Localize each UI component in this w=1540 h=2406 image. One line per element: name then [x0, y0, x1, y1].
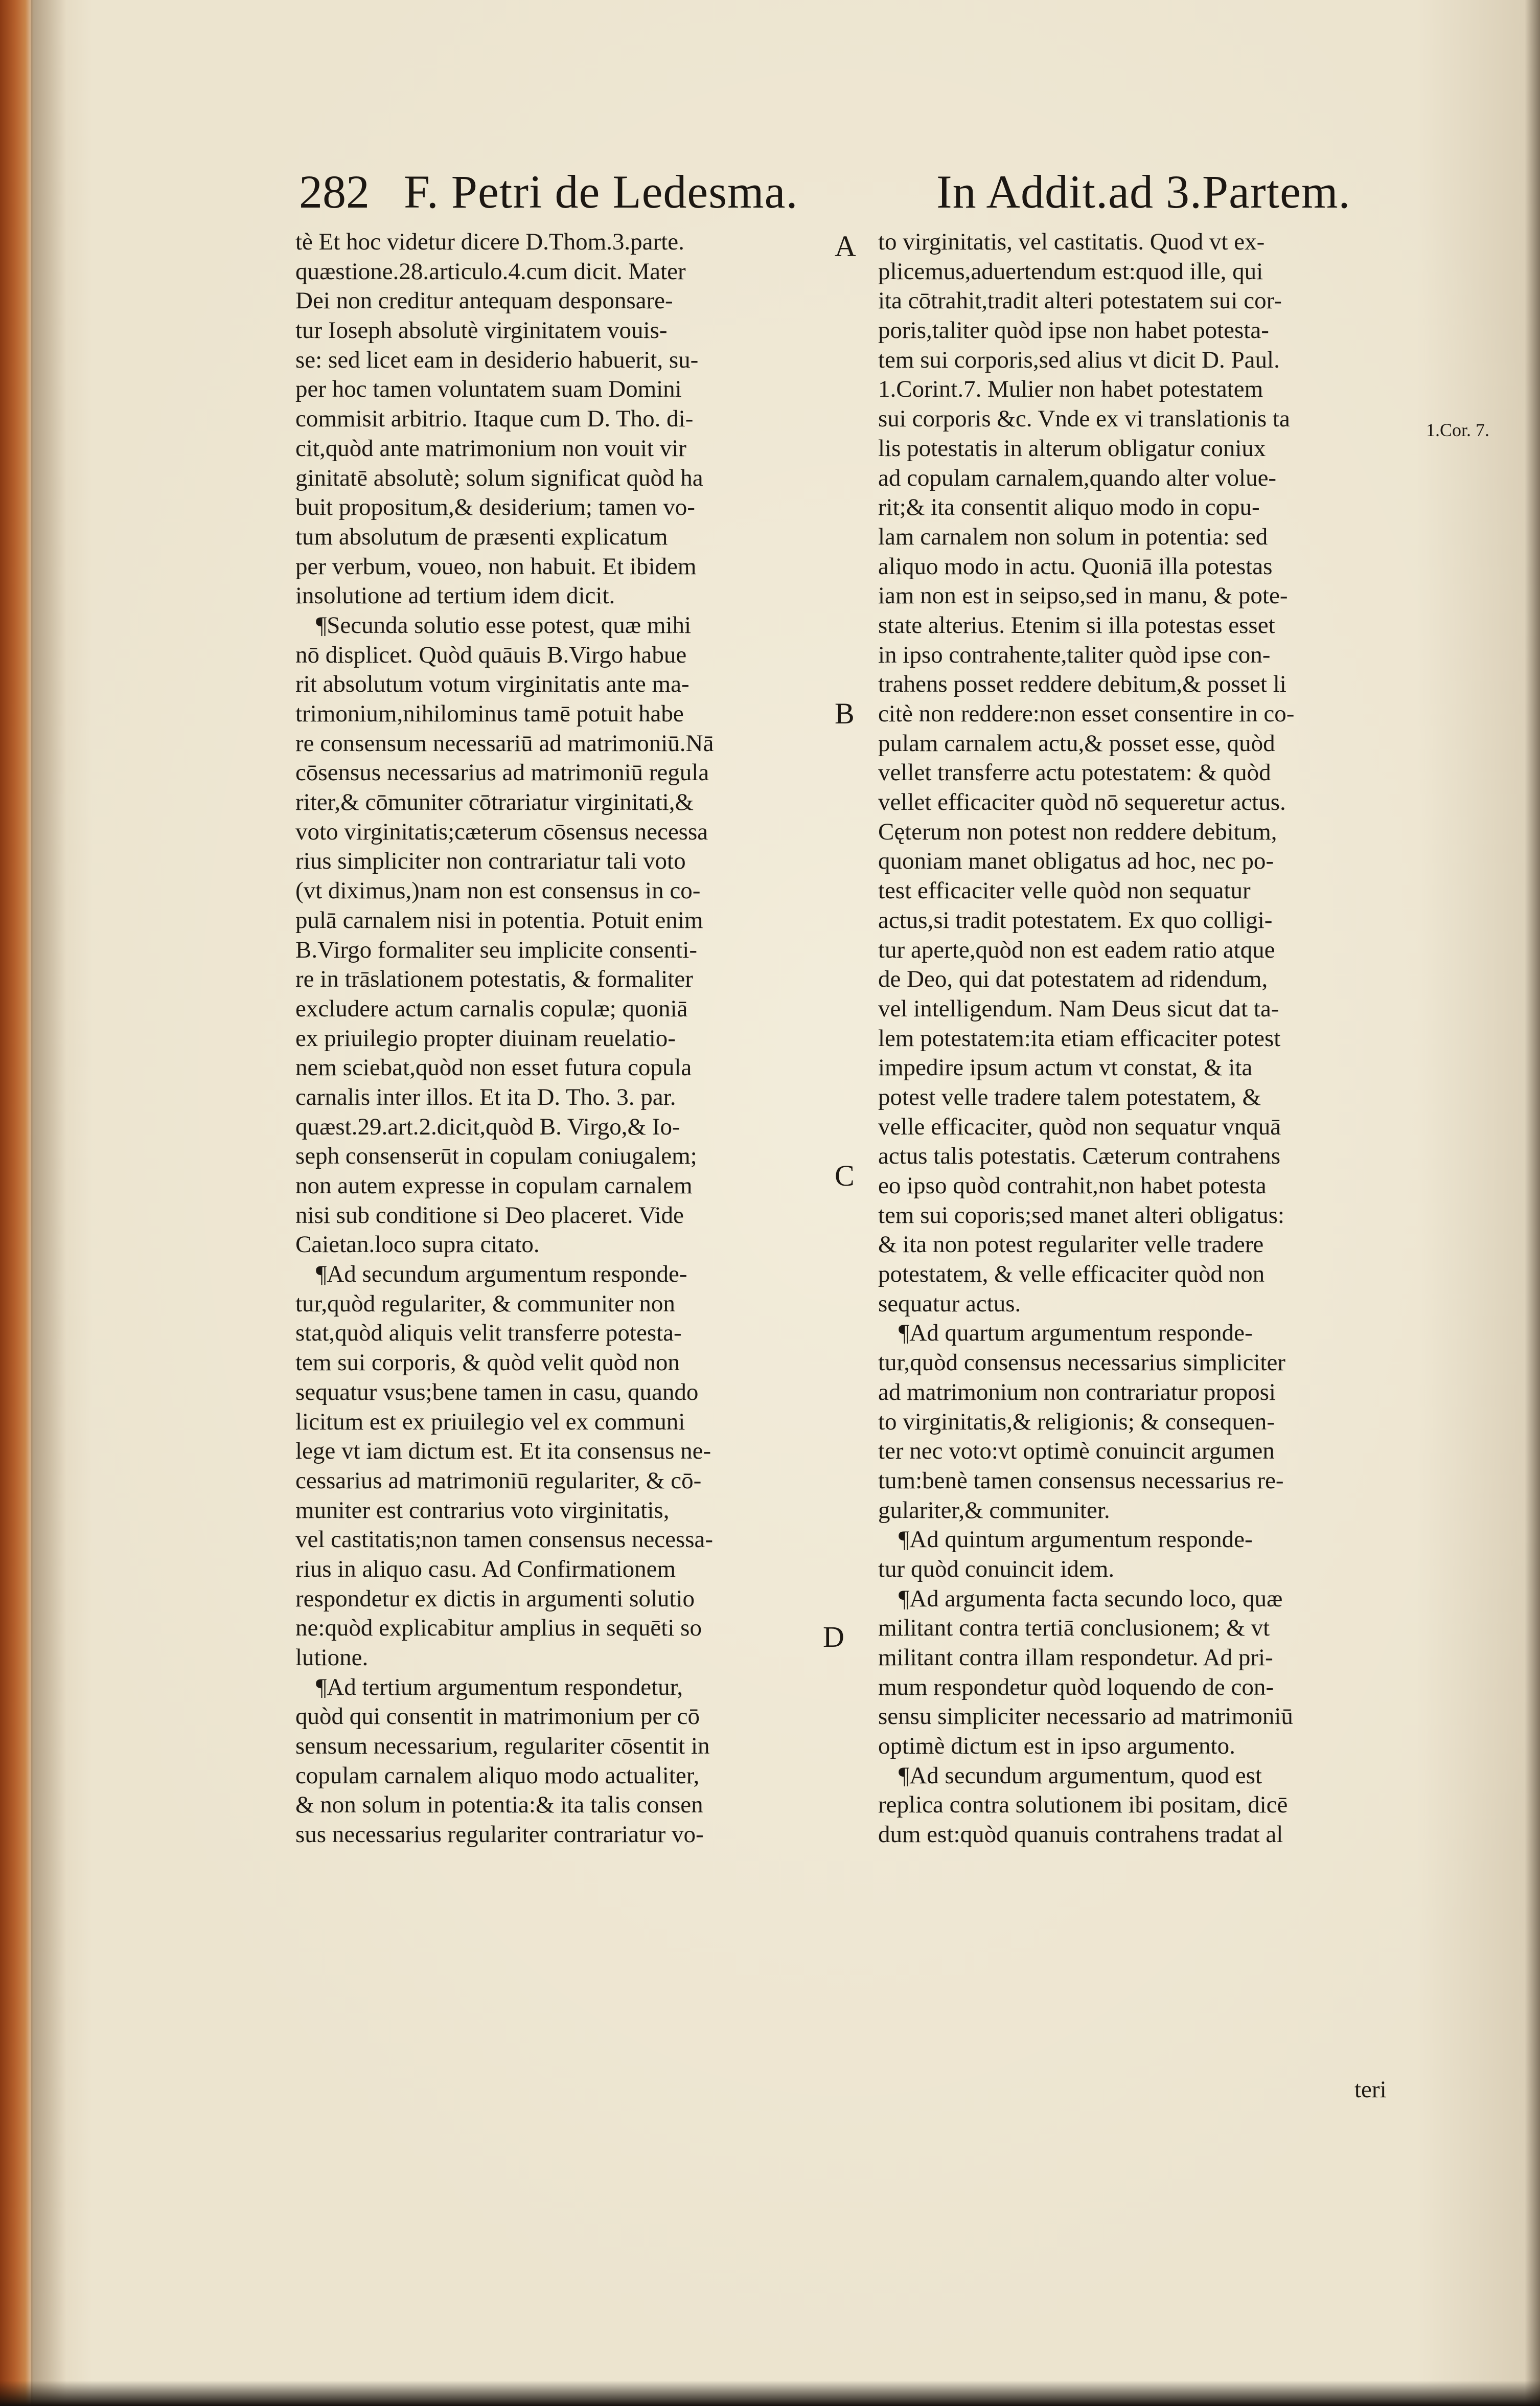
text-line: & non solum in potentia:& ita talis consen — [295, 1791, 703, 1819]
text-line: ter nec voto:vt optimè conuincit argumen — [878, 1438, 1275, 1465]
text-line: quæst.29.art.2.dicit,quòd B. Virgo,& Io- — [295, 1113, 680, 1140]
text-line: ginitatē absolutè; solum significat quòd ha — [295, 464, 703, 491]
text-line: test efficaciter velle quòd non sequatur — [878, 877, 1251, 904]
text-line: gulariter,& communiter. — [878, 1496, 1110, 1524]
text-line: eo ipso quòd contrahit,non habet potesta — [878, 1172, 1267, 1199]
text-line: respondetur ex dictis in argumenti solutio — [295, 1585, 695, 1612]
text-line: tur aperte,quòd non est eadem ratio atque — [878, 936, 1275, 963]
text-line: tur quòd conuincit idem. — [878, 1555, 1115, 1582]
text-line: excludere actum carnalis copulæ; quoniā — [295, 995, 688, 1022]
text-line: cit,quòd ante matrimonium non vouit vir — [295, 435, 686, 462]
text-line: sensum necessarium, regulariter cōsentit in — [295, 1733, 710, 1760]
text-line: re consensum necessariū ad matrimoniū.Nā — [295, 730, 714, 757]
text-line: citè non reddere:non esset consentire in co- — [878, 700, 1295, 727]
text-line: Dei non creditur antequam desponsare- — [295, 287, 673, 314]
text-line: tur,quòd regulariter, & communiter non — [295, 1290, 675, 1317]
text-line: B.Virgo formaliter seu implicite consenti- — [295, 936, 697, 963]
text-line: ¶Ad secundum argumentum responde- — [316, 1261, 687, 1288]
text-line: optimè dictum est in ipso argumento. — [878, 1733, 1235, 1760]
text-line: buit propositum,& desiderium; tamen vo- — [295, 494, 695, 521]
text-line: tè Et hoc videtur dicere D.Thom.3.parte. — [295, 229, 684, 255]
text-line: (vt diximus,)nam non est consensus in co- — [295, 877, 701, 904]
text-line: ita cōtrahit,tradit alteri potestatem sui cor- — [878, 287, 1282, 314]
text-column-right — [878, 228, 1398, 1850]
text-line: velle efficaciter, quòd non sequatur vnquā — [878, 1113, 1281, 1140]
text-line: & ita non potest regulariter velle tradere — [878, 1231, 1264, 1258]
text-line: sensu simpliciter necessario ad matrimoniū — [878, 1703, 1293, 1730]
text-line: quæstione.28.articulo.4.cum dicit. Mater — [295, 258, 686, 285]
text-line: plicemus,aduertendum est:quod ille, qui — [878, 258, 1263, 285]
text-line: ¶Secunda solutio esse potest, quæ mihi — [316, 611, 692, 639]
text-line: lege vt iam dictum est. Et ita consensus ne- — [295, 1438, 711, 1465]
text-line: nisi sub conditione si Deo placeret. Vide — [295, 1201, 684, 1229]
text-line: ad copulam carnalem,quando alter volue- — [878, 464, 1277, 491]
text-line: muniter est contrarius voto virginitatis, — [295, 1496, 670, 1524]
text-column-left — [295, 228, 823, 1850]
text-line: sui corporis &c. Vnde ex vi translationis ta — [878, 405, 1290, 433]
text-line: tem sui corporis,sed alius vt dicit D. Paul. — [878, 346, 1280, 373]
text-line: rit absolutum votum virginitatis ante ma- — [295, 671, 689, 698]
text-line: Cęterum non potest non reddere debitum, — [878, 818, 1277, 845]
text-line: per hoc tamen voluntatem suam Domini — [295, 376, 682, 403]
text-line: potest velle tradere talem potestatem, & — [878, 1083, 1261, 1110]
text-line: tum absolutum de præsenti explicatum — [295, 523, 668, 550]
text-line: insolutione ad tertium idem dicit. — [295, 582, 615, 609]
text-line: tum:benè tamen consensus necessarius re- — [878, 1467, 1284, 1494]
text-line: mum respondetur quòd loquendo de con- — [878, 1673, 1274, 1700]
text-line: rius in aliquo casu. Ad Confirmationem — [295, 1555, 676, 1582]
text-line: quòd qui consentit in matrimonium per cō — [295, 1703, 700, 1730]
running-head-left: F. Petri de Ledesma. — [404, 166, 798, 218]
text-line: lutione. — [295, 1644, 369, 1671]
text-line: potestatem, & velle efficaciter quòd non — [878, 1261, 1265, 1288]
text-line: actus,si tradit potestatem. Ex quo colligi- — [878, 906, 1273, 934]
text-line: iam non est in seipso,sed in manu, & pote- — [878, 582, 1288, 609]
text-line: vellet transferre actu potestatem: & quòd — [878, 759, 1271, 786]
text-line: cōsensus necessarius ad matrimoniū regula — [295, 759, 709, 786]
text-line: tur Ioseph absolutè virginitatem vouis- — [295, 317, 668, 344]
text-line: impedire ipsum actum vt constat, & ita — [878, 1054, 1253, 1081]
text-line: ¶Ad tertium argumentum respondetur, — [316, 1673, 683, 1700]
text-line: lam carnalem non solum in potentia: sed — [878, 523, 1268, 550]
text-line: rius simpliciter non contrariatur tali voto — [295, 848, 686, 875]
text-line: vellet efficaciter quòd nō sequeretur actus. — [878, 789, 1286, 816]
running-head-right: In Addit.ad 3.Partem. — [936, 166, 1351, 218]
text-line: ad matrimonium non contrariatur proposi — [878, 1378, 1276, 1405]
page-number: 282 — [299, 166, 370, 218]
text-line: sus necessarius regulariter contrariatur vo- — [295, 1821, 704, 1848]
gutter-shadow — [31, 0, 66, 2406]
text-line: quoniam manet obligatus ad hoc, nec po- — [878, 848, 1274, 875]
page-bottom-shadow — [0, 2380, 1540, 2406]
margin-reference: 1.Cor. 7. — [1426, 420, 1490, 440]
text-line: nem sciebat,quòd non esset futura copula — [295, 1054, 692, 1081]
text-line: poris,taliter quòd ipse non habet potesta- — [878, 317, 1269, 344]
text-line: aliquo modo in actu. Quoniā illa potestas — [878, 553, 1273, 580]
text-line: voto virginitatis;cæterum cōsensus necessa — [295, 818, 708, 845]
text-line: Caietan.loco supra citato. — [295, 1231, 540, 1258]
text-line: militant contra illam respondetur. Ad pri- — [878, 1644, 1273, 1671]
text-line: actus talis potestatis. Cæterum contrahens — [878, 1143, 1281, 1170]
text-line: pulam carnalem actu,& posset esse, quòd — [878, 730, 1275, 757]
text-line: stat,quòd aliquis velit transferre potesta- — [295, 1320, 682, 1347]
text-line: lem potestatem:ita etiam efficaciter potest — [878, 1025, 1281, 1052]
text-line: dum est:quòd quanuis contrahens tradat al — [878, 1821, 1283, 1848]
text-line: copulam carnalem aliquo modo actualiter, — [295, 1762, 700, 1789]
text-line: per verbum, voueo, non habuit. Et ibidem — [295, 553, 697, 580]
text-line: ne:quòd explicabitur amplius in sequēti so — [295, 1615, 702, 1642]
text-line: tur,quòd consensus necessarius simpliciter — [878, 1349, 1285, 1376]
text-line: rit;& ita consentit aliquo modo in copu- — [878, 494, 1260, 521]
text-line: pulā carnalem nisi in potentia. Potuit enim — [295, 906, 703, 934]
text-line: ¶Ad quartum argumentum responde- — [899, 1320, 1253, 1347]
book-spine-edge — [0, 0, 34, 2406]
text-line: trahens posset reddere debitum,& posset li — [878, 671, 1286, 698]
text-line: state alterius. Etenim si illa potestas esset — [878, 611, 1275, 639]
text-line: replica contra solutionem ibi positam, dicē — [878, 1791, 1288, 1819]
text-line: tem sui corporis, & quòd velit quòd non — [295, 1349, 680, 1376]
text-line: seph consenserūt in copulam coniugalem; — [295, 1143, 697, 1170]
text-line: licitum est ex priuilegio vel ex communi — [295, 1408, 685, 1435]
catchword: teri — [1354, 2076, 1387, 2103]
text-line: re in trāslationem potestatis, & formaliter — [295, 966, 693, 993]
text-line: trimonium,nihilominus tamē potuit habe — [295, 700, 684, 727]
section-marker-a: A — [835, 230, 856, 263]
page-right-edge — [1525, 0, 1540, 2406]
text-line: to virginitatis,& religionis; & consequen- — [878, 1408, 1275, 1435]
section-marker-c: C — [835, 1159, 855, 1192]
text-line: to virginitatis, vel castitatis. Quod vt ex- — [878, 229, 1265, 255]
section-marker-d: D — [823, 1620, 844, 1653]
text-line: sequatur vsus;bene tamen in casu, quando — [295, 1378, 699, 1405]
text-line: non autem expresse in copulam carnalem — [295, 1172, 693, 1199]
text-line: vel intelligendum. Nam Deus sicut dat ta- — [878, 995, 1279, 1022]
text-line: commisit arbitrio. Itaque cum D. Tho. di- — [295, 405, 694, 433]
text-line: ¶Ad secundum argumentum, quod est — [899, 1762, 1262, 1789]
text-line: tem sui coporis;sed manet alteri obligatus: — [878, 1201, 1284, 1229]
text-line: ¶Ad argumenta facta secundo loco, quæ — [899, 1585, 1283, 1612]
text-line: 1.Corint.7. Mulier non habet potestatem — [878, 376, 1263, 403]
text-line: in ipso contrahente,taliter quòd ipse con- — [878, 641, 1271, 668]
text-line: nō displicet. Quòd quāuis B.Virgo habue — [295, 641, 687, 668]
text-line: ¶Ad quintum argumentum responde- — [899, 1526, 1253, 1553]
text-line: sequatur actus. — [878, 1290, 1021, 1317]
text-line: militant contra tertiā conclusionem; & vt — [878, 1615, 1270, 1642]
text-line: de Deo, qui dat potestatem ad ridendum, — [878, 966, 1268, 993]
text-line: carnalis inter illos. Et ita D. Tho. 3. par. — [295, 1083, 676, 1110]
section-marker-b: B — [835, 697, 855, 730]
text-line: riter,& cōmuniter cōtrariatur virginitati,& — [295, 789, 694, 816]
text-line: se: sed licet eam in desiderio habuerit, su- — [295, 346, 699, 373]
text-line: ex priuilegio propter diuinam reuelatio- — [295, 1025, 676, 1052]
text-line: lis potestatis in alterum obligatur coniux — [878, 435, 1266, 462]
text-line: vel castitatis;non tamen consensus necessa- — [295, 1526, 714, 1553]
text-line: cessarius ad matrimoniū regulariter, & cō- — [295, 1467, 702, 1494]
